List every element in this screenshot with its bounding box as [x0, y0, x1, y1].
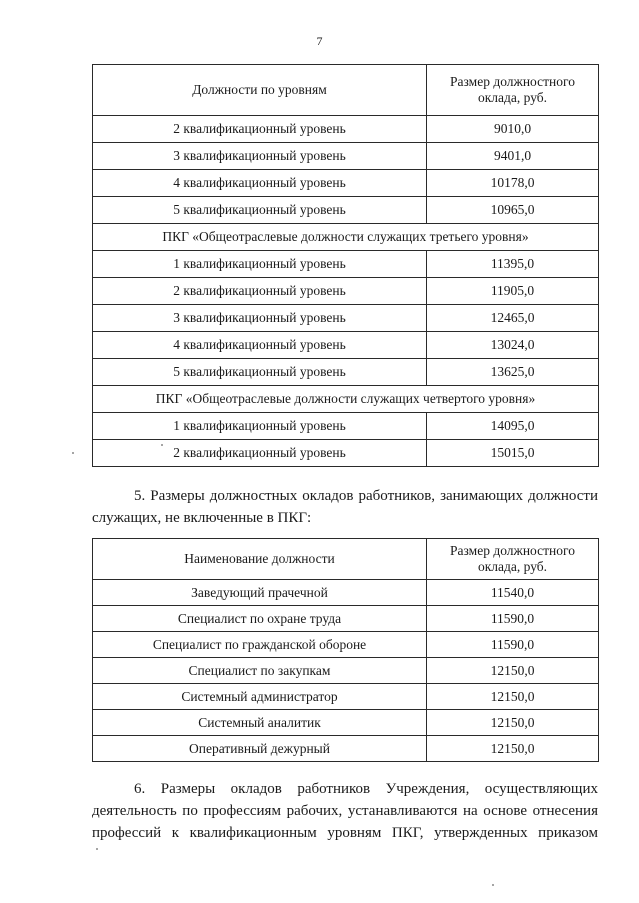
salary-amount: 12150,0 — [427, 710, 599, 736]
table-row — [93, 580, 599, 606]
paragraph-5: 5. Размеры должностных окладов работников, занимающих должности служащих, не включенные в ПКГ: — [92, 488, 598, 526]
scan-speck — [492, 884, 494, 886]
salary-amount: 11590,0 — [427, 606, 599, 632]
table-group-row — [93, 386, 599, 413]
table-row — [93, 632, 599, 658]
salary-amount: 12465,0 — [427, 305, 599, 332]
salary-amount: 9401,0 — [427, 143, 599, 170]
scan-speck — [96, 848, 98, 850]
salary-amount: 13625,0 — [427, 359, 599, 386]
qualification-level: 4 квалификационный уровень — [93, 170, 427, 197]
qualification-level: 4 квалификационный уровень — [93, 332, 427, 359]
qualification-level: 5 квалификационный уровень — [93, 359, 427, 386]
table-row — [93, 658, 599, 684]
salary-amount: 14095,0 — [427, 413, 599, 440]
positions-table — [92, 538, 599, 762]
table-row — [93, 251, 599, 278]
table-row — [93, 170, 599, 197]
salary-levels-table — [92, 64, 599, 467]
position-name: Специалист по охране труда — [93, 606, 427, 632]
table-row — [93, 710, 599, 736]
salary-amount: 12150,0 — [427, 736, 599, 762]
table-row — [93, 116, 599, 143]
scan-speck — [161, 444, 163, 446]
salary-amount: 9010,0 — [427, 116, 599, 143]
qualification-level: 2 квалификационный уровень — [93, 116, 427, 143]
salary-amount: 10178,0 — [427, 170, 599, 197]
group-title: ПКГ «Общеотраслевые должности служащих третьего уровня» — [93, 224, 599, 251]
qualification-level: 2 квалификационный уровень — [93, 440, 427, 467]
qualification-level: 1 квалификационный уровень — [93, 413, 427, 440]
table-row — [93, 413, 599, 440]
salary-amount: 11540,0 — [427, 580, 599, 606]
column-header-salary: Размер должностного оклада, руб. — [427, 539, 599, 580]
qualification-level: 3 квалификационный уровень — [93, 143, 427, 170]
position-name: Оперативный дежурный — [93, 736, 427, 762]
table-header-row — [93, 65, 599, 116]
column-header-salary: Размер должностного оклада, руб. — [427, 65, 599, 116]
table-row — [93, 305, 599, 332]
page-number: 7 — [316, 34, 323, 48]
table-header-row — [93, 539, 599, 580]
table-row — [93, 736, 599, 762]
column-header-levels: Должности по уровням — [93, 65, 427, 116]
salary-amount: 12150,0 — [427, 658, 599, 684]
group-title: ПКГ «Общеотраслевые должности служащих четвертого уровня» — [93, 386, 599, 413]
table-row — [93, 359, 599, 386]
table-row — [93, 606, 599, 632]
salary-amount: 11905,0 — [427, 278, 599, 305]
salary-amount: 13024,0 — [427, 332, 599, 359]
paragraph-6: 6. Размеры окладов работников Учреждения, осуществляющих деятельность по профессиям рабочих, устанавливаются на основе отнесения профессий к квалификационным уровням ПКГ, утвержденных приказом — [92, 781, 598, 841]
qualification-level: 5 квалификационный уровень — [93, 197, 427, 224]
salary-amount: 12150,0 — [427, 684, 599, 710]
position-name: Системный аналитик — [93, 710, 427, 736]
table-row — [93, 332, 599, 359]
positions-body — [93, 580, 599, 762]
position-name: Специалист по гражданской обороне — [93, 632, 427, 658]
column-header-position: Наименование должности — [93, 539, 427, 580]
table-row — [93, 143, 599, 170]
table-row — [93, 684, 599, 710]
position-name: Специалист по закупкам — [93, 658, 427, 684]
scan-speck — [72, 452, 74, 454]
table-row — [93, 197, 599, 224]
salary-levels-body — [93, 116, 599, 467]
salary-amount: 15015,0 — [427, 440, 599, 467]
qualification-level: 3 квалификационный уровень — [93, 305, 427, 332]
salary-amount: 11590,0 — [427, 632, 599, 658]
position-name: Системный администратор — [93, 684, 427, 710]
table-group-row — [93, 224, 599, 251]
salary-amount: 10965,0 — [427, 197, 599, 224]
table-row — [93, 440, 599, 467]
salary-amount: 11395,0 — [427, 251, 599, 278]
qualification-level: 2 квалификационный уровень — [93, 278, 427, 305]
position-name: Заведующий прачечной — [93, 580, 427, 606]
table-row — [93, 278, 599, 305]
qualification-level: 1 квалификационный уровень — [93, 251, 427, 278]
